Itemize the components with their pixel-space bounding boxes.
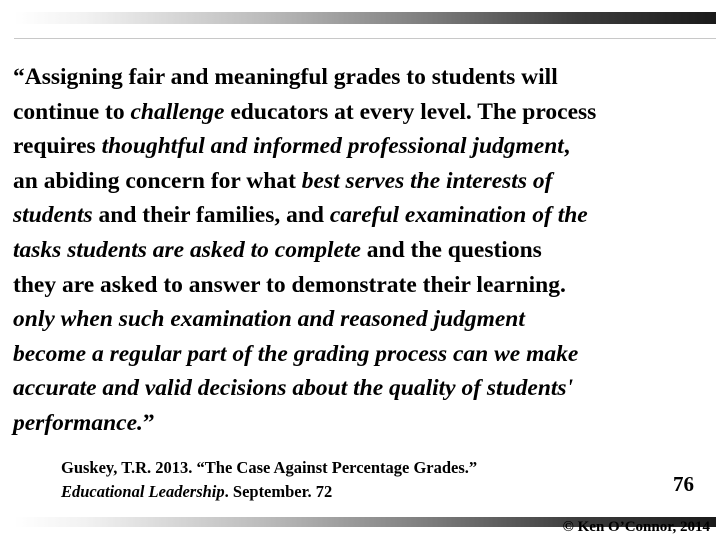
quote-emphasis: performance. bbox=[13, 409, 143, 436]
quote-emphasis: challenge bbox=[130, 98, 225, 125]
quote-line bbox=[13, 95, 713, 130]
citation bbox=[61, 456, 477, 504]
top-gradient-bar bbox=[14, 12, 716, 24]
citation-details: . September. 72 bbox=[224, 482, 333, 501]
quote-block bbox=[13, 60, 713, 441]
quote-emphasis: best serves the interests of bbox=[301, 167, 553, 194]
citation-line-2 bbox=[61, 480, 477, 504]
quote-text: continue to bbox=[13, 98, 131, 125]
quote-line bbox=[13, 233, 713, 268]
quote-text: they are asked to answer to demonstrate their learning. bbox=[13, 271, 566, 298]
quote-text: and the questions bbox=[360, 236, 542, 263]
quote-text: an abiding concern for what bbox=[13, 167, 302, 194]
quote-line bbox=[13, 371, 713, 406]
citation-line-1: Guskey, T.R. 2013. “The Case Against Percentage Grades.” bbox=[61, 458, 478, 477]
citation-journal: Educational Leadership bbox=[61, 482, 225, 501]
page-number: 76 bbox=[673, 472, 694, 496]
quote-text: educators at every level. The process bbox=[224, 98, 597, 125]
quote-line bbox=[13, 164, 713, 199]
copyright: © Ken O’Connor, 2014 bbox=[562, 519, 710, 535]
quote-line bbox=[13, 337, 713, 372]
quote-emphasis: students bbox=[13, 202, 93, 229]
quote-emphasis: thoughtful and informed professional judgment bbox=[101, 133, 564, 160]
quote-text: , bbox=[563, 133, 570, 160]
quote-emphasis: only when such examination and reasoned judgment bbox=[13, 306, 525, 333]
quote-line bbox=[13, 129, 713, 164]
quote-text: “Assigning fair and meaningful grades to students will bbox=[13, 64, 558, 90]
quote-line bbox=[13, 406, 713, 441]
quote-line bbox=[13, 198, 713, 233]
quote-line bbox=[13, 302, 713, 337]
quote-line bbox=[13, 60, 713, 95]
quote-text: requires bbox=[13, 133, 102, 160]
quote-text: and their families, and bbox=[92, 202, 330, 229]
top-divider bbox=[14, 38, 716, 39]
quote-line bbox=[13, 268, 713, 303]
quote-emphasis: become a regular part of the grading process can we make bbox=[13, 340, 579, 367]
quote-emphasis: tasks students are asked to complete bbox=[13, 236, 361, 263]
quote-emphasis: accurate and valid decisions about the quality of students' bbox=[13, 375, 574, 402]
quote-emphasis: careful examination of the bbox=[329, 202, 588, 229]
quote-text: ” bbox=[142, 409, 155, 436]
